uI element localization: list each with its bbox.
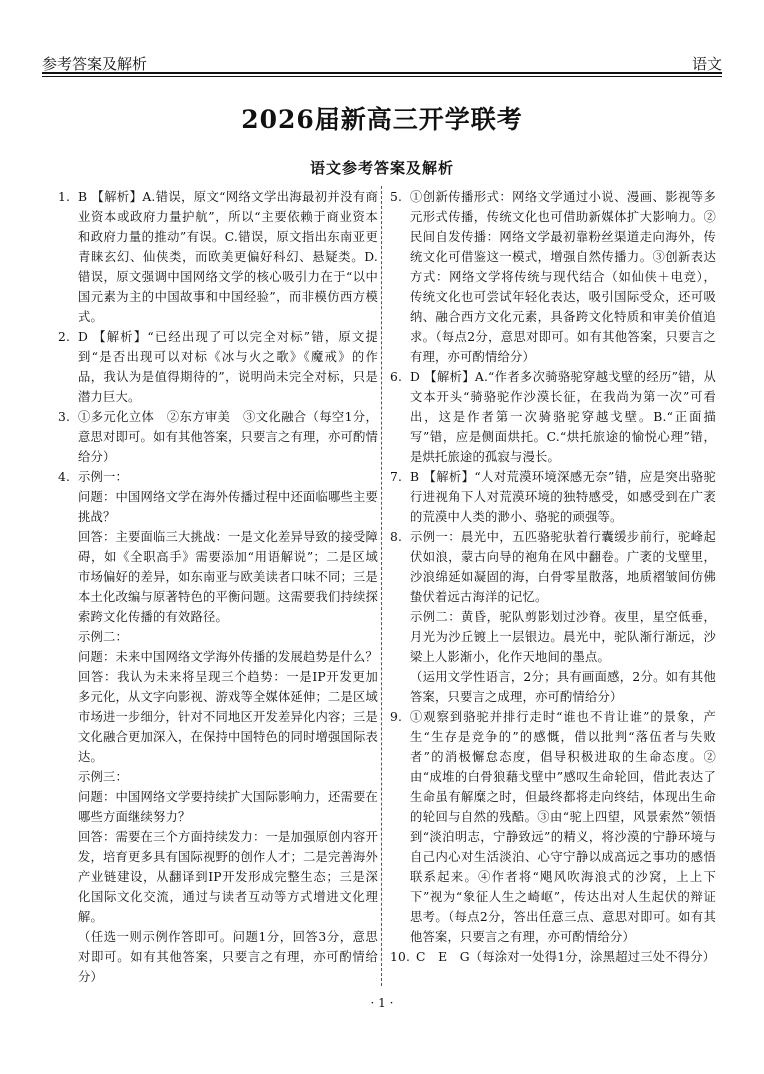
column-divider <box>381 186 382 986</box>
answer-key-subtitle: 语文参考答案及解析 <box>309 159 454 177</box>
answer-number: 1. <box>58 190 71 204</box>
answer-text: 问题：中国网络文学要持续扩大国际影响力，还需要在哪些方面继续努力？ <box>78 790 378 824</box>
answer-text: （任选一则示例作答即可。问题1分，回答3分，意思对即可。如有其他答案，只要言之有理，亦可酌情给分） <box>78 930 378 984</box>
answer-item <box>390 527 716 707</box>
answer-text: D 【解析】“已经出现了可以完全对标”错，原文提到“是否出现可以对标《冰与火之歌》《魔戒》的作品，我认为是值得期待的”，说明尚未完全对标，只是潜力巨大。 <box>78 330 378 404</box>
answer-text: （运用文学性语言，2分；具有画面感，2分。如有其他答案，只要言之成理，亦可酌情给分） <box>410 670 716 704</box>
answer-text: 问题：中国网络文学在海外传播过程中还面临哪些主要挑战？ <box>78 490 378 524</box>
answer-text: 示例三： <box>78 770 128 784</box>
answer-text: 回答：主要面临三大挑战：一是文化差异导致的接受障碍，如《全职高手》需要添加“用语解说”；二是区域市场偏好的差异，如东南亚与欧美读者口味不同；三是本土化改编与原著特色的平衡问题。这需要我们持续探索跨文化传播的有效路径。 <box>78 530 378 624</box>
answer-text: 示例一：晨光中，五匹骆驼驮着行囊缓步前行，驼峰起伏如浪，蒙古向导的袍角在风中翻卷。广袤的戈壁里，沙浪绵延如凝固的海，白骨零星散落，地质褶皱间仿佛蛰伏着远古海洋的记忆。 <box>410 530 716 604</box>
header-rule-thin <box>42 76 722 77</box>
header-rule-thick <box>42 72 722 74</box>
answer-text: 示例二： <box>78 630 128 644</box>
answer-item <box>58 407 378 467</box>
answer-item <box>390 467 716 527</box>
answer-text: B 【解析】“人对荒漠环境深感无奈”错，应是突出骆驼行进视角下人对荒漠环境的独特感受，如感受到在广袤的荒漠中人类的渺小、骆驼的顽强等。 <box>410 470 716 524</box>
answer-item <box>390 707 716 947</box>
answer-item <box>390 947 716 967</box>
header-left-label: 参考答案及解析 <box>42 55 148 73</box>
left-column <box>58 187 378 987</box>
answer-number: 9. <box>390 710 403 724</box>
answer-item <box>390 187 716 367</box>
page-number: · 1 · <box>370 996 394 1010</box>
answer-text: B 【解析】A.错误，原文“网络文学出海最初并没有商业资本或政府力量护航”，所以“主要依赖于商业资本和政府力量的推动”有误。C.错误，原文指出东南亚更青睐玄幻、仙侠类，而欧美更偏好科幻、悬疑类。D.错误，原文强调中国网络文学的核心吸引力在于“以中国元素为主的中国故事和中国经验”，而非模仿西方模式。 <box>78 190 378 324</box>
exam-title: 2026届新高三开学联考 <box>241 105 523 134</box>
answer-text: ①观察到骆驼并排行走时“谁也不肯让谁”的景象，产生“生存是竞争的”的感慨，借以批判“落伍者与失败者”的消极懈怠态度，倡导积极进取的生命态度。②由“成堆的白骨狼藉戈壁中”感叹生命轮回，借此表达了生命虽有解糜之时，但最终都将走向终结，体现出生命的轮回与自然的残酷。③由“驼上四望，风景索然”领悟到“淡泊明志，宁静致远”的精义，将沙漠的宁静环境与自己内心对生活淡泊、心守宁静以成高远之事功的感悟联系起来。④作者将“飓风吹海浪式的沙窝，上上下下”视为“象征人生之崎岖”，传达出对人生起伏的辩证思考。（每点2分，答出任意三点、意思对即可。如有其他答案，只要言之有理，亦可酌情给分） <box>410 710 716 944</box>
answer-text: 回答：我认为未来将呈现三个趋势：一是IP开发更加多元化，从文字向影视、游戏等全媒体延伸；二是区域市场进一步细分，针对不同地区开发差异化内容；三是文化融合更加深入，在保持中国特色的同时增强国际表达。 <box>78 670 378 764</box>
answer-number: 6. <box>390 370 403 384</box>
answer-text: 示例一： <box>78 470 128 484</box>
answer-item <box>58 467 378 987</box>
answer-number: 7. <box>390 470 403 484</box>
answer-number: 5. <box>390 190 403 204</box>
answer-text: ①多元化立体 ②东方审美 ③文化融合（每空1分，意思对即可。如有其他答案，只要言之有理，亦可酌情给分） <box>78 410 378 464</box>
answer-item <box>58 187 378 327</box>
answer-number: 8. <box>390 530 403 544</box>
answer-number: 4. <box>58 470 71 484</box>
answer-text: C E G（每涂对一处得1分，涂黑超过三处不得分） <box>416 950 716 964</box>
answer-number: 3. <box>58 410 71 424</box>
right-column <box>390 187 716 967</box>
page-header <box>42 44 722 74</box>
answer-item <box>58 327 378 407</box>
answer-text: 问题：未来中国网络文学海外传播的发展趋势是什么？ <box>78 650 378 664</box>
header-subject-label: 语文 <box>691 55 722 73</box>
answer-number: 10. <box>390 950 411 964</box>
answer-number: 2. <box>58 330 71 344</box>
answer-text: D 【解析】A.“作者多次骑骆驼穿越戈壁的经历”错，从文本开头“骑骆驼作沙漠长征，在我尚为第一次”可看出，这是作者第一次骑骆驼穿越戈壁。B.“正面描写”错，应是侧面烘托。C.“烘托旅途的愉悦心理”错，是烘托旅途的孤寂与漫长。 <box>410 370 716 464</box>
answer-item <box>390 367 716 467</box>
answer-text: 示例二：黄昏，驼队剪影划过沙脊。夜里，星空低垂，月光为沙丘镀上一层银边。晨光中，驼队渐行渐远，沙梁上人影渐小，化作天地间的墨点。 <box>410 610 716 664</box>
answer-text: ①创新传播形式：网络文学通过小说、漫画、影视等多元形式传播，传统文化也可借助新媒体扩大影响力。②民间自发传播：网络文学最初靠粉丝渠道走向海外，传统文化可借鉴这一模式，增强自然传播力。③创新表达方式：网络文学将传统与现代结合（如仙侠＋电竞），传统文化也可尝试年轻化表达，吸引国际受众，还可吸纳、融合西方文化元素，具备跨文化特质和审美价值追求。（每点2分，意思对即可。如有其他答案，只要言之有理，亦可酌情给分） <box>410 190 716 364</box>
answer-text: 回答：需要在三个方面持续发力：一是加强原创内容开发，培育更多具有国际视野的创作人才；二是完善海外产业链建设，从翻译到IP开发形成完整生态；三是深化国际文化交流，通过与读者互动等方式增进文化理解。 <box>78 830 378 924</box>
